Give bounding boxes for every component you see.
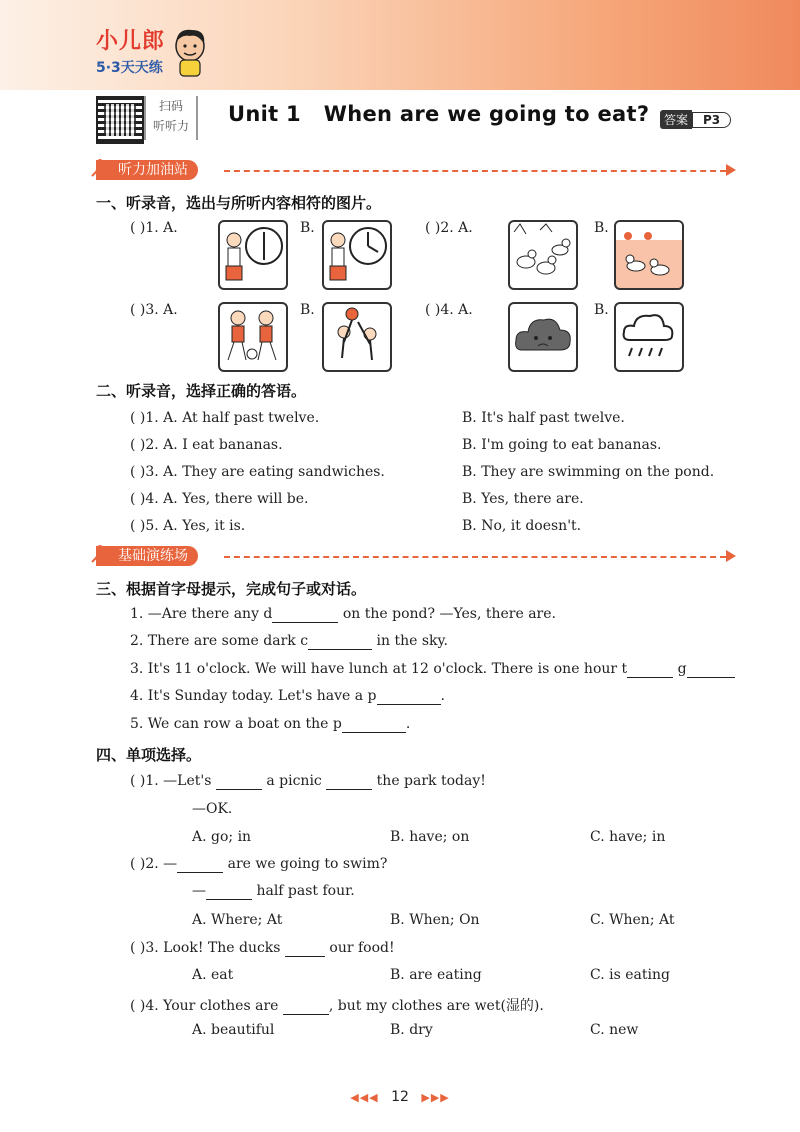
text: g xyxy=(677,661,687,677)
answer-blank[interactable] xyxy=(627,661,673,678)
section-banner-practice xyxy=(96,546,736,568)
part2-q3-b: B. They are swimming on the pond. xyxy=(462,464,715,480)
part4-q3 xyxy=(130,940,395,957)
ducks-pond-picture xyxy=(614,220,684,290)
answer-blank[interactable] xyxy=(283,998,329,1015)
answer-blank[interactable] xyxy=(342,716,406,733)
text: are we going to swim? xyxy=(227,856,388,872)
part4-q3-option-b: B. are eating xyxy=(390,967,482,983)
rain-cloud-icon xyxy=(614,302,684,372)
prev-arrows-icon: ◀◀◀ xyxy=(350,1091,379,1104)
part2-q4-a: ( )4. A. Yes, there will be. xyxy=(130,491,309,507)
section-title-listening: 听力加油站 xyxy=(96,160,198,180)
text: , but my clothes are wet(湿的). xyxy=(328,998,544,1014)
part4-q4-option-c: C. new xyxy=(590,1022,639,1038)
part1-q4-number: ( )4. A. xyxy=(425,302,473,318)
arrow-right-icon xyxy=(726,164,736,176)
text: our food! xyxy=(329,940,395,956)
part3-sentence-1 xyxy=(130,606,556,623)
scan-line-2: 听听力 xyxy=(152,119,189,133)
part4-q3-option-c: C. is eating xyxy=(590,967,670,983)
part1-q1-b: B. xyxy=(300,220,315,236)
answer-blank[interactable] xyxy=(308,633,372,650)
answer-blank[interactable] xyxy=(272,606,338,623)
section-banner-listening xyxy=(96,160,736,182)
part4-q2-option-c: C. When; At xyxy=(590,912,675,928)
part3-sentence-5 xyxy=(130,716,410,733)
boy-clock-picture xyxy=(218,220,288,290)
answer-blank[interactable] xyxy=(206,883,252,900)
answer-blank[interactable] xyxy=(326,773,372,790)
text: a picnic xyxy=(266,773,322,789)
scan-line-1: 扫码 xyxy=(158,99,183,113)
part1-q3-number: ( )3. A. xyxy=(130,302,178,318)
part2-q3-a: ( )3. A. They are eating sandwiches. xyxy=(130,464,385,480)
text: 2. There are some dark c xyxy=(130,633,309,649)
answer-blank[interactable] xyxy=(216,773,262,790)
part1-q4-b: B. xyxy=(594,302,609,318)
brand-subtitle: 5·3天天练 xyxy=(96,60,163,76)
part2-q5-b: B. No, it doesn't. xyxy=(462,518,582,534)
part2-q1-b: B. It's half past twelve. xyxy=(462,410,625,426)
part1-q2-number: ( )2. A. xyxy=(425,220,473,236)
answer-blank[interactable] xyxy=(285,940,325,957)
boys-basketball-picture xyxy=(322,302,392,372)
part4-q1-option-a: A. go; in xyxy=(192,829,252,845)
answer-page-badge xyxy=(660,110,731,129)
ducks-picture xyxy=(508,220,578,290)
section-title-practice: 基础演练场 xyxy=(96,546,198,566)
part1-heading: 一、听录音，选出与所听内容相符的图片。 xyxy=(96,194,382,212)
text: 4. It's Sunday today. Let's have a p xyxy=(130,688,377,704)
text: ( )4. Your clothes are xyxy=(130,998,279,1014)
answer-blank[interactable] xyxy=(377,688,441,705)
part4-heading: 四、单项选择。 xyxy=(96,746,202,764)
part4-q2-option-b: B. When; On xyxy=(390,912,480,928)
part2-q1-a: ( )1. A. At half past twelve. xyxy=(130,410,320,426)
boys-football-picture xyxy=(218,302,288,372)
part4-q4-option-a: A. beautiful xyxy=(192,1022,275,1038)
part4-q4 xyxy=(130,995,544,1015)
qr-code-icon[interactable] xyxy=(96,96,144,144)
text: — xyxy=(192,883,206,899)
part4-q2-option-a: A. Where; At xyxy=(192,912,283,928)
part1-q1-number: ( )1. A. xyxy=(130,220,178,236)
part2-q2-a: ( )2. A. I eat bananas. xyxy=(130,437,283,453)
text: 3. It's 11 o'clock. We will have lunch at 12 o'clock. There is one hour t xyxy=(130,661,628,677)
arrow-right-icon xyxy=(726,550,736,562)
mascot-boy-icon xyxy=(168,26,212,78)
part2-q5-a: ( )5. A. Yes, it is. xyxy=(130,518,246,534)
answer-blank[interactable] xyxy=(177,856,223,873)
dark-cloud-picture xyxy=(508,302,578,372)
section-divider xyxy=(224,556,726,558)
part4-q1-reply: —OK. xyxy=(192,801,233,817)
part4-q1-option-c: C. have; in xyxy=(590,829,666,845)
part1-q2-b: B. xyxy=(594,220,609,236)
part2-heading: 二、听录音，选择正确的答语。 xyxy=(96,382,307,400)
next-arrows-icon: ▶▶▶ xyxy=(421,1091,450,1104)
part4-q4-option-b: B. dry xyxy=(390,1022,433,1038)
text: 1. —Are there any d xyxy=(130,606,273,622)
part4-q1 xyxy=(130,773,486,790)
text: on the pond? —Yes, there are. xyxy=(342,606,556,622)
answer-label: 答案 xyxy=(660,110,692,129)
part1-q3-b: B. xyxy=(300,302,315,318)
unit-title: Unit 1 When are we going to eat? xyxy=(228,102,650,126)
text: ( )1. —Let's xyxy=(130,773,212,789)
boy-clock-picture xyxy=(322,220,392,290)
section-divider xyxy=(224,170,726,172)
part3-sentence-3 xyxy=(130,661,735,678)
text: half past four. xyxy=(256,883,355,899)
brand-name: 小儿郎 xyxy=(96,29,166,54)
page-number: 12 xyxy=(391,1089,409,1105)
text: in the sky. xyxy=(376,633,449,649)
part4-q1-option-b: B. have; on xyxy=(390,829,470,845)
part3-sentence-4 xyxy=(130,688,445,705)
part3-heading: 三、根据首字母提示，完成句子或对话。 xyxy=(96,580,367,598)
part3-sentence-2 xyxy=(130,633,448,650)
part4-q2 xyxy=(130,856,387,873)
answer-blank[interactable] xyxy=(687,661,735,678)
answer-page: P3 xyxy=(692,112,731,128)
scan-to-listen-label xyxy=(144,96,198,140)
text: the park today! xyxy=(376,773,486,789)
text: 5. We can row a boat on the p xyxy=(130,716,342,732)
part4-q3-option-a: A. eat xyxy=(192,967,234,983)
part2-q4-b: B. Yes, there are. xyxy=(462,491,584,507)
brand-logo xyxy=(96,24,165,77)
text: . xyxy=(440,688,445,704)
text: ( )2. — xyxy=(130,856,178,872)
part2-q2-b: B. I'm going to eat bananas. xyxy=(462,437,662,453)
part4-q2-reply xyxy=(192,883,355,900)
text: . xyxy=(405,716,411,732)
text: ( )3. Look! The ducks xyxy=(130,940,281,956)
page-footer xyxy=(0,1089,800,1105)
